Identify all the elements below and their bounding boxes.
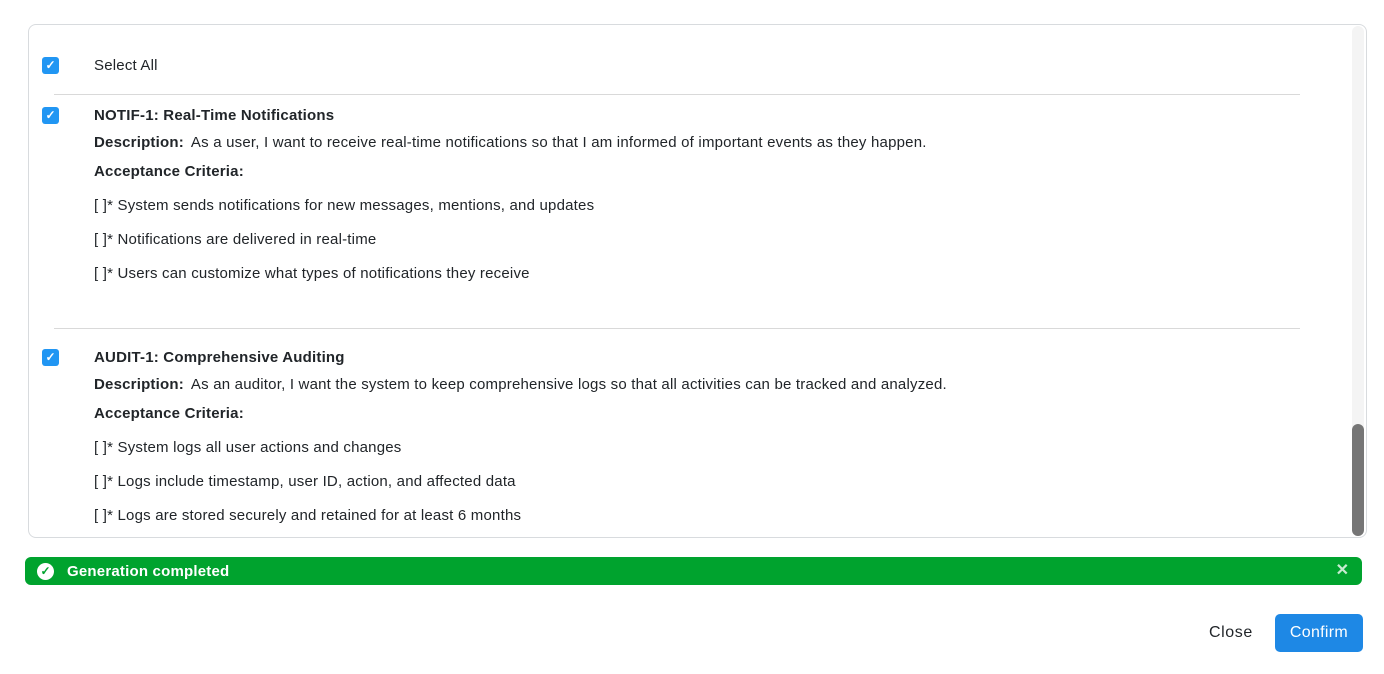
story-title: NOTIF-1: Real-Time Notifications — [94, 107, 335, 124]
story-selection-panel — [28, 24, 1367, 538]
close-button[interactable]: Close — [1208, 624, 1253, 641]
criterion-item: [ ]* System logs all user actions and changes — [94, 439, 402, 456]
story-checkbox[interactable]: ✓ — [42, 107, 59, 124]
select-all-label: Select All — [94, 57, 158, 74]
toast-message: Generation completed — [67, 562, 230, 580]
check-circle-icon: ✓ — [37, 563, 54, 580]
criterion-item: [ ]* System sends notifications for new messages, mentions, and updates — [94, 197, 595, 214]
description-text: As an auditor, I want the system to keep comprehensive logs so that all activities can be tracked and analyzed. — [190, 376, 947, 393]
criterion-item: [ ]* Notifications are delivered in real-time — [94, 231, 377, 248]
description-label: Description: — [94, 376, 184, 393]
story-checkbox[interactable]: ✓ — [42, 349, 59, 366]
story-title: AUDIT-1: Comprehensive Auditing — [94, 349, 345, 366]
criterion-item: [ ]* Logs include timestamp, user ID, action, and affected data — [94, 473, 516, 490]
scrollbar-track[interactable] — [1352, 26, 1364, 536]
description-text: As a user, I want to receive real-time notifications so that I am informed of important events as they happen. — [190, 134, 927, 151]
select-all-row — [42, 57, 1326, 74]
dialog-footer — [1209, 614, 1363, 652]
story-description — [94, 377, 1326, 393]
acceptance-criteria-label: Acceptance Criteria: — [94, 163, 244, 180]
scrollbar-thumb[interactable] — [1352, 424, 1364, 536]
select-all-checkbox[interactable]: ✓ — [42, 57, 59, 74]
story-item-notif-1 — [42, 95, 1326, 282]
toast-close-button[interactable]: ✕ — [1335, 562, 1349, 579]
criterion-item: [ ]* Logs are stored securely and retained for at least 6 months — [94, 507, 522, 524]
story-description — [94, 135, 1326, 151]
description-label: Description: — [94, 134, 184, 151]
criterion-item: [ ]* Users can customize what types of notifications they receive — [94, 265, 530, 282]
story-item-audit-1 — [42, 329, 1326, 524]
success-toast — [25, 557, 1362, 585]
confirm-button[interactable]: Confirm — [1275, 614, 1363, 652]
acceptance-criteria-label: Acceptance Criteria: — [94, 405, 244, 422]
